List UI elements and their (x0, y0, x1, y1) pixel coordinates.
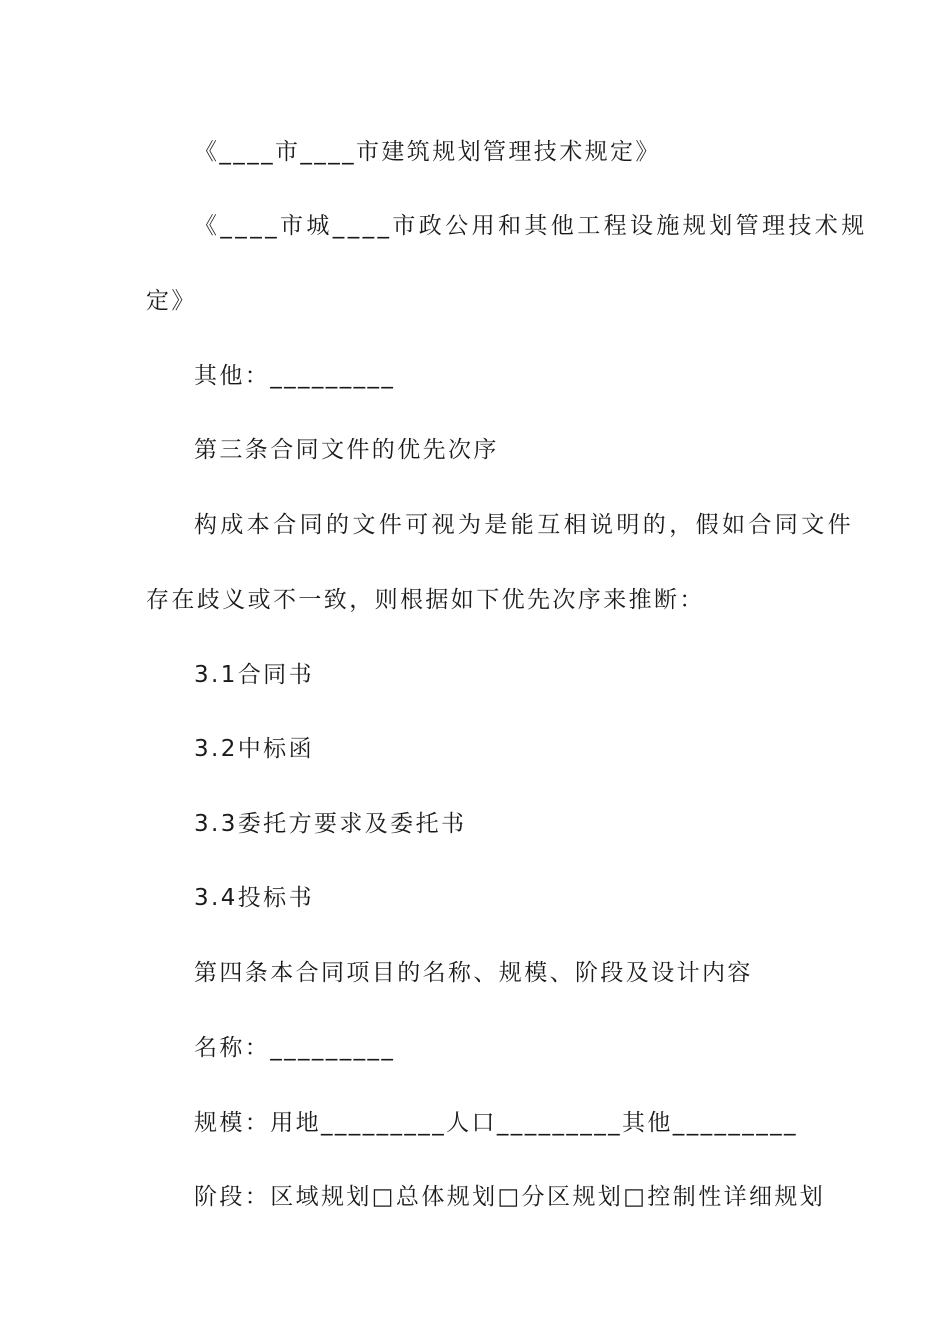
article-four-heading: 第四条本合同项目的名称、规模、阶段及设计内容 (194, 960, 753, 986)
regulation-title-municipal: 《____市城____市政公用和其他工程设施规划管理技术规 (194, 213, 868, 239)
priority-item-3-4: 3.4投标书 (194, 885, 314, 911)
other-field: 其他：_________ (194, 363, 396, 389)
regulation-title-building: 《____市____市建筑规划管理技术规定》 (194, 139, 661, 165)
priority-item-3-2: 3.2中标函 (194, 736, 314, 762)
regulation-title-municipal-continued: 定》 (146, 288, 197, 314)
priority-item-3-3: 3.3委托方要求及委托书 (194, 811, 467, 837)
project-scale-field: 规模：用地_________人口_________其他_________ (194, 1110, 798, 1136)
project-name-field: 名称：_________ (194, 1035, 396, 1061)
project-stage-field: 阶段：区域规划□总体规划□分区规划□控制性详细规划 (194, 1184, 826, 1210)
article-three-paragraph-continued: 存在歧义或不一致，则根据如下优先次序来推断： (146, 587, 705, 613)
article-three-paragraph: 构成本合同的文件可视为是能互相说明的，假如合同文件 (194, 512, 854, 538)
priority-item-3-1: 3.1合同书 (194, 662, 314, 688)
article-three-heading: 第三条合同文件的优先次序 (194, 437, 499, 463)
